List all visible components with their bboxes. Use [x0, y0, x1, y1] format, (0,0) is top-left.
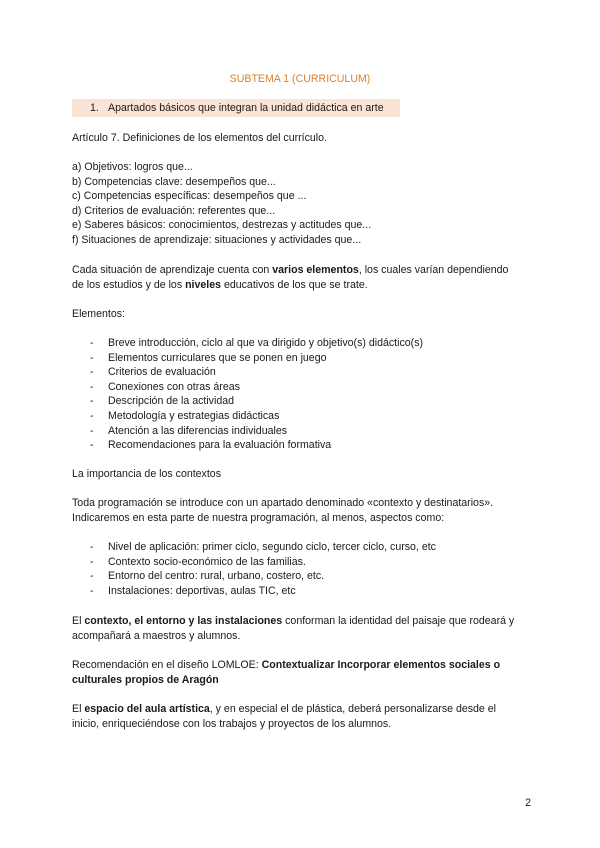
section-heading — [72, 99, 400, 117]
list-item: - Conexiones con otras áreas — [72, 380, 532, 395]
situacion-text: , los cuales varían dependiendo de los estudios y de los — [72, 264, 509, 291]
situacion-bold: varios elementos — [272, 264, 359, 276]
recomendacion-text: Recomendación en el diseño LOMLOE: — [72, 659, 262, 671]
section-heading-number: 1. — [90, 102, 99, 114]
contexto-paragraph — [72, 614, 530, 643]
importancia-text: La importancia de los contextos — [72, 468, 221, 480]
situacion-text: Cada situación de aprendizaje cuenta con — [72, 264, 273, 276]
list-item: - Breve introducción, ciclo al que va dirigido y objetivo(s) didáctico(s) — [72, 336, 532, 351]
list-item: - Instalaciones: deportivas, aulas TIC, etc — [72, 584, 532, 599]
importancia-paragraph — [72, 467, 532, 482]
definition-item: c) Competencias específicas: desempeños que ... — [72, 190, 307, 203]
definition-item: f) Situaciones de aprendizaje: situaciones y actividades que... — [72, 233, 362, 246]
programacion-text: Toda programación se introduce con un apartado denominado «contexto y destinatarios». Indicaremos en esta parte de nuestra programación, al menos, aspectos como: — [72, 497, 494, 524]
page-title: SUBTEMA 1 (CURRICULUM) — [229, 73, 371, 85]
list-item: - Entorno del centro: rural, urbano, costero, etc. — [72, 569, 532, 584]
aspectos-list-container — [72, 540, 532, 598]
list-item: - Criterios de evaluación — [72, 365, 532, 380]
list-item: - Nivel de aplicación: primer ciclo, segundo ciclo, tercer ciclo, curso, etc — [72, 540, 532, 555]
recomendacion-paragraph — [72, 658, 528, 687]
articulo-paragraph — [72, 131, 532, 146]
articulo-text: Artículo 7. Definiciones de los elementos del currículo. — [72, 132, 327, 144]
espacio-paragraph — [72, 702, 524, 731]
elementos-list — [72, 336, 532, 453]
elementos-label: Elementos: — [72, 308, 125, 320]
situacion-paragraph — [72, 263, 512, 292]
list-item: - Atención a las diferencias individuales — [72, 424, 532, 439]
espacio-text: El — [72, 703, 85, 715]
espacio-bold: espacio del aula artística — [84, 703, 210, 715]
contexto-text: conforman la identidad del paisaje que rodeará y acompañará a maestros y alumnos. — [72, 615, 515, 642]
list-item: - Metodología y estrategias didácticas — [72, 409, 532, 424]
list-item: - Contexto socio-económico de las familias. — [72, 555, 532, 570]
page-number: 2 — [525, 797, 531, 809]
definition-item: a) Objetivos: logros que... — [72, 161, 193, 173]
situacion-text: educativos de los que se trate. — [221, 278, 368, 291]
situacion-bold: niveles — [185, 278, 222, 291]
contexto-bold: contexto, el entorno y las instalaciones — [84, 615, 283, 627]
elementos-label-paragraph — [72, 307, 532, 322]
espacio-text: , y en especial el de plástica, deberá personalizarse desde el inicio, enriqueciéndose con los trabajos y proyectos de los alumnos. — [72, 703, 497, 730]
section-heading-text: Apartados básicos que integran la unidad didáctica en arte — [108, 102, 384, 114]
elementos-list-container — [72, 336, 532, 453]
definitions-list — [72, 160, 532, 248]
recomendacion-bold: Contextualizar Incorporar elementos sociales o culturales propios de Aragón — [72, 659, 501, 686]
definition-item: e) Saberes básicos: conocimientos, destrezas y actitudes que... — [72, 219, 372, 232]
aspectos-list — [72, 540, 532, 598]
contexto-text: El — [72, 615, 85, 627]
list-item: - Descripción de la actividad — [72, 394, 532, 409]
definition-item: d) Criterios de evaluación: referentes que... — [72, 204, 276, 217]
list-item: - Recomendaciones para la evaluación formativa — [72, 438, 532, 453]
list-item: - Elementos curriculares que se ponen en juego — [72, 351, 532, 366]
programacion-paragraph — [72, 496, 532, 525]
definition-item: b) Competencias clave: desempeños que... — [72, 175, 276, 188]
